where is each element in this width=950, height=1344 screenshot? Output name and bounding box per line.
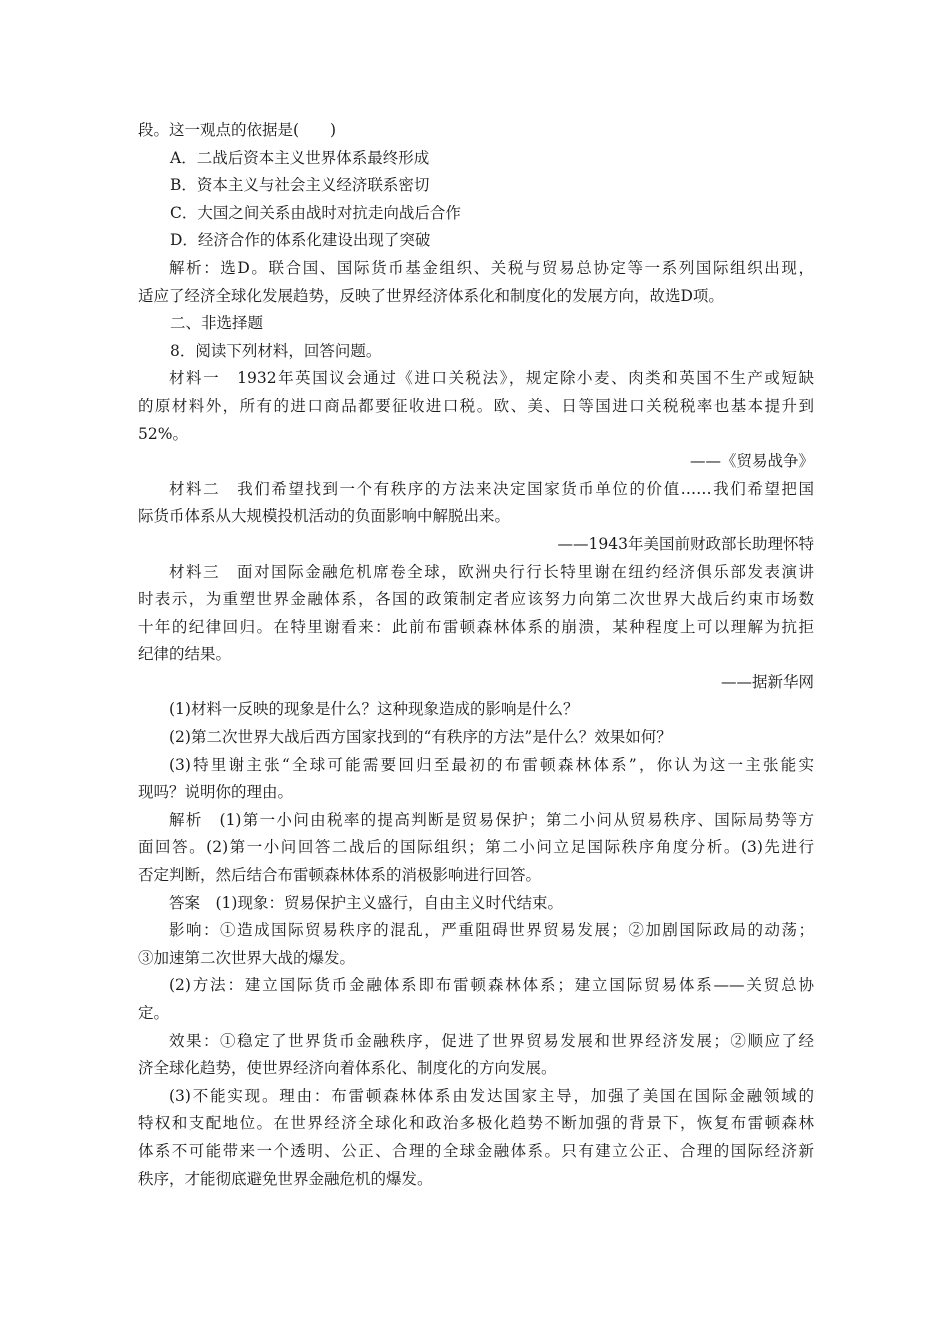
- question-stem-line: 段。这一观点的依据是( ): [138, 121, 337, 139]
- option-a: A．二战后资本主义世界体系最终形成: [170, 148, 430, 167]
- option-d: D．经济合作的体系化建设出现了突破: [170, 231, 431, 250]
- material-1-line: 的原材料外，所有的进口商品都要征收进口税。欧、美、日等国进口关税税率也基本提升到: [138, 396, 814, 415]
- analysis-q7: [138, 255, 814, 310]
- material-3-line: 纪律的结果。: [138, 645, 232, 664]
- material-3-line: 十年的纪律回归。在特里谢看来：此前布雷顿森林体系的崩溃，某种程度上可以理解为抗拒: [138, 617, 814, 636]
- answer-2-method: (2)方法：建立国际货币金融体系即布雷顿森林体系；建立国际贸易体系——关贸总协: [169, 976, 814, 995]
- sub-questions: [138, 696, 814, 806]
- sub-question-2: (2)第二次世界大战后西方国家找到的“有秩序的方法”是什么？效果如何？: [169, 728, 672, 747]
- analysis-q8-line: 解析 (1)第一小问由税率的提高判断是贸易保护；第二小问从贸易秩序、国际局势等方: [169, 810, 814, 829]
- material-1-line: 材料一 1932年英国议会通过《进口关税法》，规定除小麦、肉类和英国不生产或短缺: [169, 369, 814, 388]
- question-stem: [138, 117, 814, 145]
- material-2-source: ——1943年美国前财政部长助理怀特: [557, 534, 814, 553]
- analysis-q8-line: 面回答。(2)第一小问回答二战后的国际组织；第二小问立足国际秩序角度分析。(3)先进行: [138, 838, 814, 857]
- analysis-q8: [138, 807, 814, 890]
- answer-3-cont: 秩序，才能彻底避免世界金融危机的爆发。: [138, 1169, 433, 1188]
- material-2-line: 材料二 我们希望找到一个有秩序的方法来决定国家货币单位的价值……我们希望把国: [169, 479, 814, 498]
- analysis-q7-line: 适应了经济全球化发展趋势，反映了世界经济体系化和制度化的发展方向，故选D项。: [138, 286, 724, 305]
- material-1: [138, 365, 814, 475]
- analysis-q7-line: 解析：选D。联合国、国际货币基金组织、关税与贸易总协定等一系列国际组织出现，: [169, 258, 814, 277]
- sub-question-1: (1)材料一反映的现象是什么？这种现象造成的影响是什么？: [169, 700, 579, 719]
- sub-question-3-cont: 现吗？说明你的理由。: [138, 783, 294, 802]
- material-2: [138, 476, 814, 559]
- option-b: B．资本主义与社会主义经济联系密切: [170, 176, 430, 195]
- option-c: C．大国之间关系由战时对抗走向战后合作: [170, 203, 461, 222]
- material-3-line: 材料三 面对国际金融危机席卷全球，欧洲央行行长特里谢在纽约经济俱乐部发表演讲: [169, 562, 814, 581]
- answer-1-impact-cont: ③加速第二次世界大战的爆发。: [138, 948, 356, 967]
- answer-3: (3)不能实现。理由：布雷顿森林体系由发达国家主导，加强了美国在国际金融领域的: [169, 1086, 814, 1105]
- answer-section: [138, 890, 814, 1194]
- answer-3-cont: 体系不可能带来一个透明、公正、合理的全球金融体系。只有建立公正、合理的国际经济新: [138, 1141, 814, 1160]
- material-3-source: ——据新华网: [720, 672, 814, 691]
- answer-1-impact: 影响：①造成国际贸易秩序的混乱，严重阻碍世界贸易发展；②加剧国际政局的动荡；: [169, 921, 814, 940]
- document-page: [138, 117, 814, 1193]
- answer-1-phenomenon: 答案 (1)现象：贸易保护主义盛行，自由主义时代结束。: [169, 893, 563, 912]
- material-3-line: 时表示，为重塑世界金融体系，各国的政策制定者应该努力向第二次世界大战后约束市场数: [138, 590, 814, 609]
- answer-3-cont: 特权和支配地位。在世界经济全球化和政治多极化趋势不断加强的背景下，恢复布雷顿森林: [138, 1114, 814, 1133]
- answer-2-effect-cont: 济全球化趋势，使世界经济向着体系化、制度化的方向发展。: [138, 1059, 557, 1078]
- sub-question-3: (3)特里谢主张“全球可能需要回归至最初的布雷顿森林体系”，你认为这一主张能实: [169, 755, 814, 774]
- material-3: [138, 559, 814, 697]
- question-8-intro: 8．阅读下列材料，回答问题。: [170, 341, 382, 360]
- material-2-line: 际货币体系从大规模投机活动的负面影响中解脱出来。: [138, 507, 511, 526]
- answer-2-method-cont: 定。: [138, 1004, 170, 1022]
- option-list: [138, 145, 814, 255]
- analysis-q8-line: 否定判断，然后结合布雷顿森林体系的消极影响进行回答。: [138, 866, 542, 885]
- material-1-line: 52%。: [138, 424, 188, 443]
- answer-2-effect: 效果：①稳定了世界货币金融秩序，促进了世界贸易发展和世界经济发展；②顺应了经: [169, 1031, 814, 1050]
- material-1-source: ——《贸易战争》: [689, 452, 814, 471]
- section-heading: 二、非选择题: [170, 314, 264, 333]
